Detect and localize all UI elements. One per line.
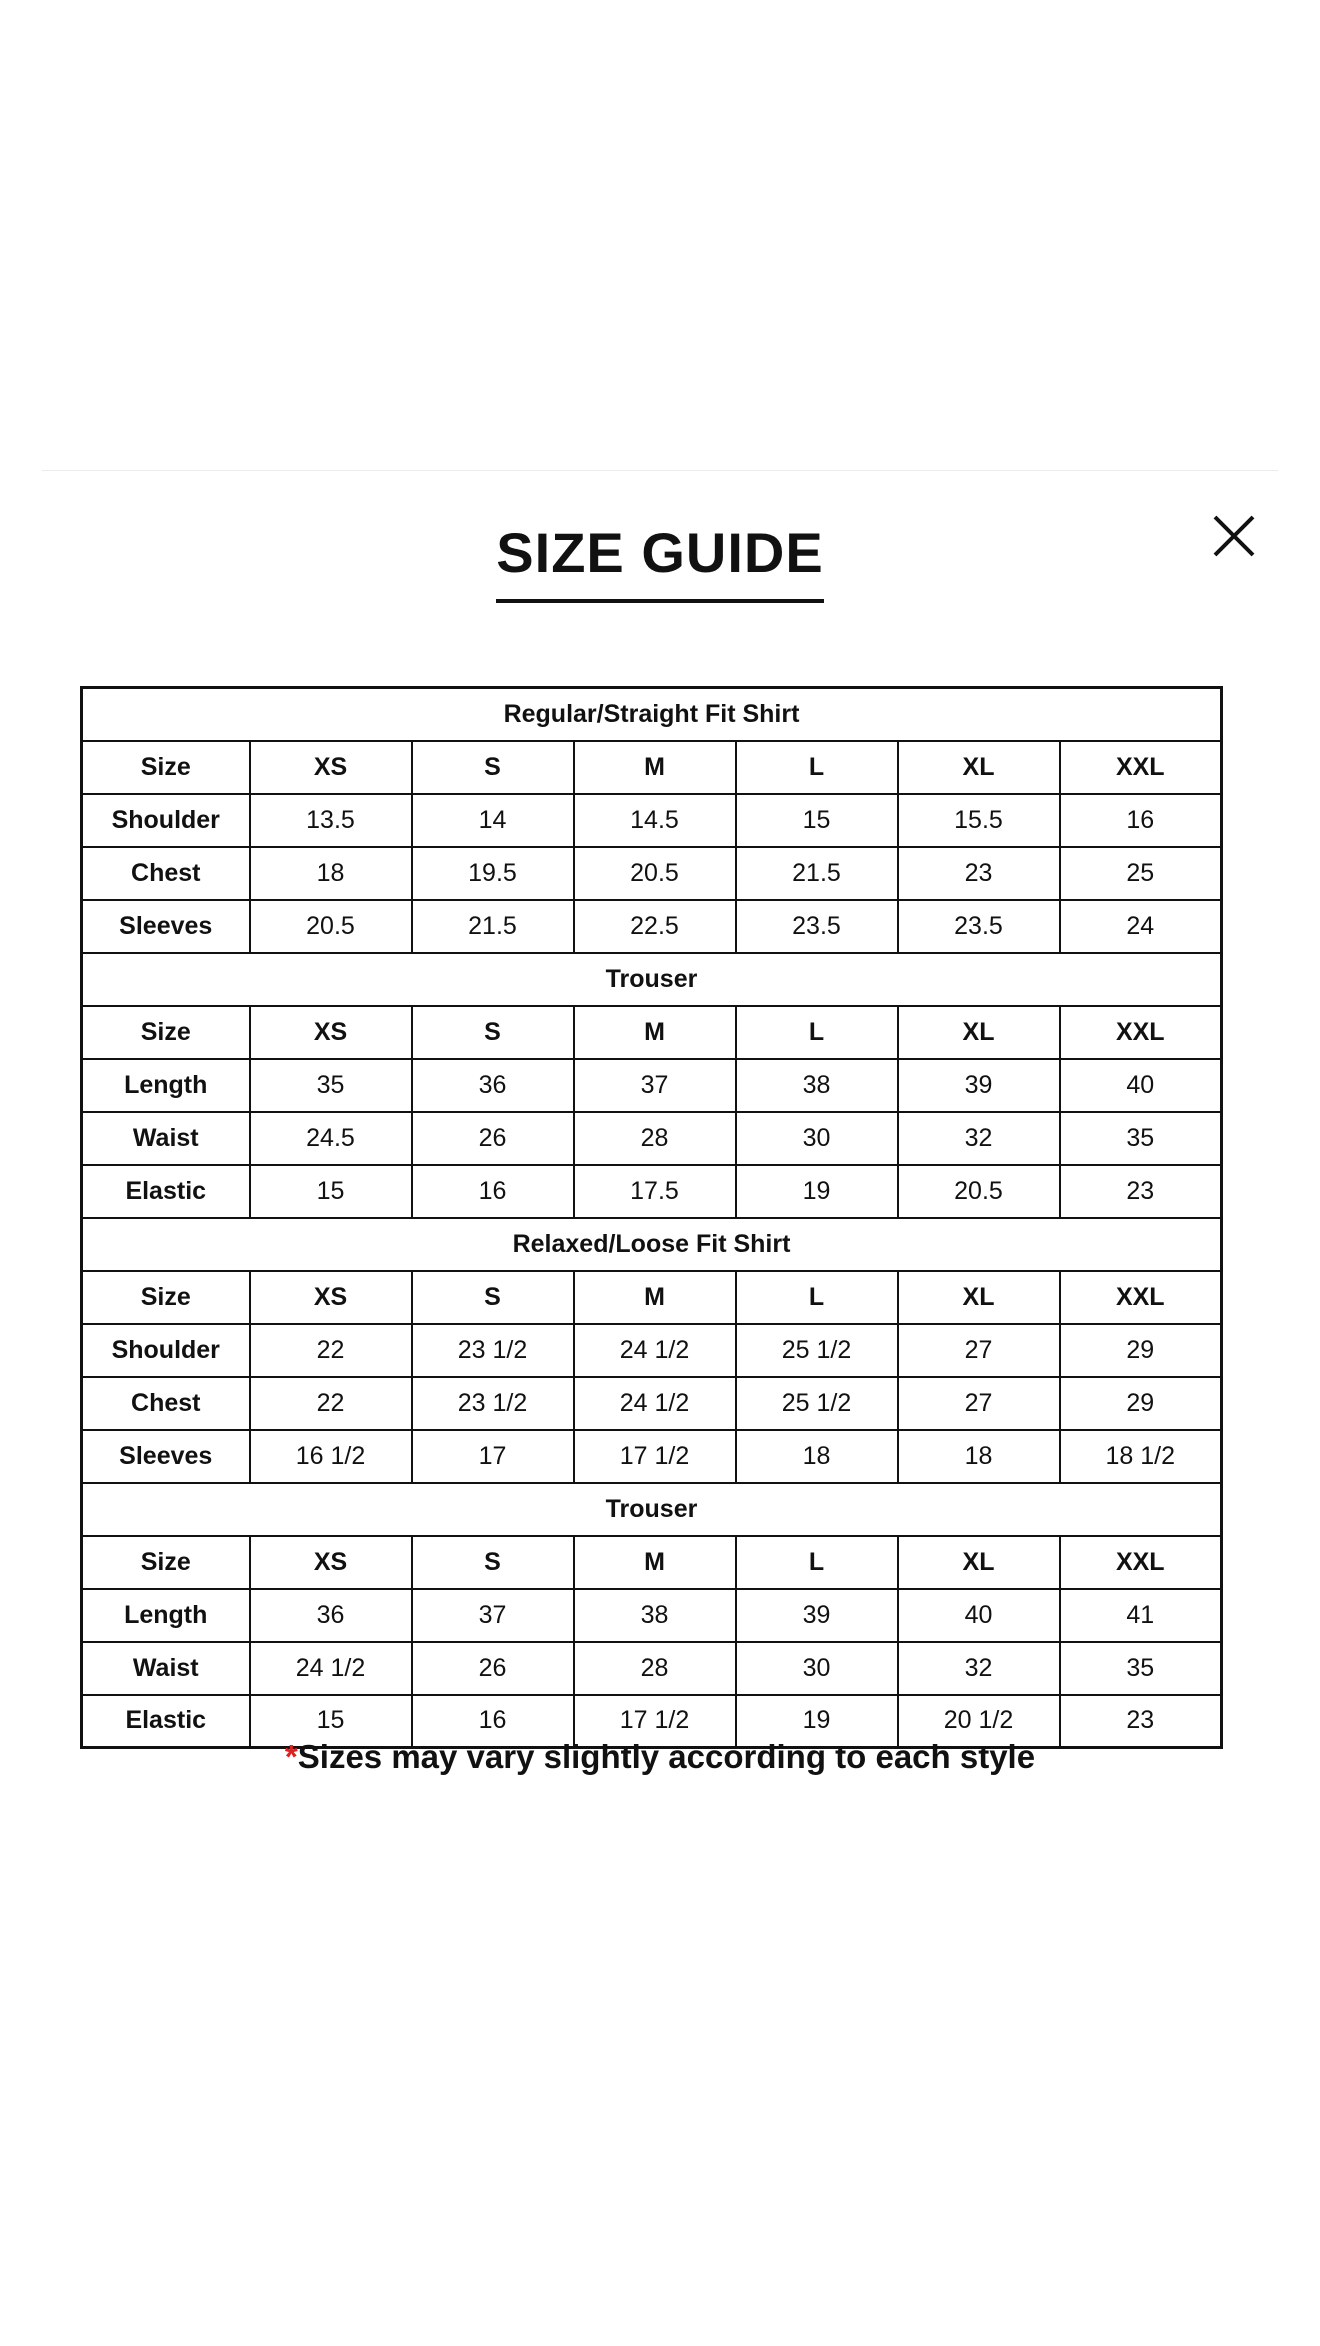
table-cell: 24 1/2 — [574, 1377, 736, 1430]
row-header: Waist — [82, 1642, 250, 1695]
column-header: XXL — [1060, 1006, 1222, 1059]
table-cell: 23.5 — [736, 900, 898, 953]
table-cell: 19 — [736, 1695, 898, 1748]
row-header: Elastic — [82, 1165, 250, 1218]
table-section-title: Regular/Straight Fit Shirt — [82, 688, 1222, 741]
table-cell: 19 — [736, 1165, 898, 1218]
disclaimer-text: Sizes may vary slightly according to each style — [297, 1738, 1036, 1775]
table-row — [82, 1324, 1222, 1377]
disclaimer-note — [0, 1738, 1320, 1776]
table-cell: 23 1/2 — [412, 1324, 574, 1377]
column-header: XXL — [1060, 1536, 1222, 1589]
table-cell: 17 1/2 — [574, 1695, 736, 1748]
table-cell: 15 — [736, 794, 898, 847]
table-cell: 30 — [736, 1112, 898, 1165]
column-header: S — [412, 1006, 574, 1059]
row-header: Shoulder — [82, 1324, 250, 1377]
table-cell: 28 — [574, 1112, 736, 1165]
row-header: Chest — [82, 1377, 250, 1430]
table-cell: 16 1/2 — [250, 1430, 412, 1483]
table-row — [82, 794, 1222, 847]
table-cell: 41 — [1060, 1589, 1222, 1642]
row-header: Elastic — [82, 1695, 250, 1748]
table-cell: 20.5 — [898, 1165, 1060, 1218]
table-cell: 32 — [898, 1112, 1060, 1165]
table-cell: 37 — [412, 1589, 574, 1642]
table-cell: 28 — [574, 1642, 736, 1695]
column-header: S — [412, 1536, 574, 1589]
table-cell: 17 — [412, 1430, 574, 1483]
table-row — [82, 1589, 1222, 1642]
column-header: Size — [82, 1271, 250, 1324]
table-cell: 14.5 — [574, 794, 736, 847]
table-section-title: Relaxed/Loose Fit Shirt — [82, 1218, 1222, 1271]
table-header-row — [82, 1271, 1222, 1324]
table-cell: 23.5 — [898, 900, 1060, 953]
table-section-title: Trouser — [82, 953, 1222, 1006]
table-cell: 22.5 — [574, 900, 736, 953]
table-cell: 25 1/2 — [736, 1324, 898, 1377]
table-cell: 18 — [736, 1430, 898, 1483]
table-cell: 24 — [1060, 900, 1222, 953]
table-cell: 27 — [898, 1377, 1060, 1430]
column-header: XS — [250, 1271, 412, 1324]
table-cell: 18 — [898, 1430, 1060, 1483]
table-cell: 38 — [736, 1059, 898, 1112]
table-cell: 20.5 — [574, 847, 736, 900]
column-header: XXL — [1060, 1271, 1222, 1324]
table-section-row — [82, 688, 1222, 741]
column-header: M — [574, 1271, 736, 1324]
row-header: Length — [82, 1059, 250, 1112]
table-cell: 29 — [1060, 1324, 1222, 1377]
table-cell: 36 — [412, 1059, 574, 1112]
size-chart-table — [80, 686, 1223, 1749]
table-cell: 16 — [1060, 794, 1222, 847]
table-header-row — [82, 1006, 1222, 1059]
table-cell: 18 — [250, 847, 412, 900]
table-cell: 21.5 — [412, 900, 574, 953]
table-row — [82, 900, 1222, 953]
column-header: M — [574, 1536, 736, 1589]
table-row — [82, 1642, 1222, 1695]
table-cell: 17 1/2 — [574, 1430, 736, 1483]
table-row — [82, 847, 1222, 900]
column-header: L — [736, 741, 898, 794]
column-header: L — [736, 1006, 898, 1059]
column-header: XL — [898, 741, 1060, 794]
column-header: L — [736, 1536, 898, 1589]
table-cell: 35 — [1060, 1642, 1222, 1695]
table-cell: 37 — [574, 1059, 736, 1112]
table-cell: 17.5 — [574, 1165, 736, 1218]
column-header: M — [574, 1006, 736, 1059]
column-header: XS — [250, 741, 412, 794]
table-cell: 24 1/2 — [574, 1324, 736, 1377]
column-header: L — [736, 1271, 898, 1324]
table-cell: 35 — [250, 1059, 412, 1112]
column-header: S — [412, 1271, 574, 1324]
column-header: Size — [82, 1536, 250, 1589]
table-cell: 30 — [736, 1642, 898, 1695]
row-header: Waist — [82, 1112, 250, 1165]
table-cell: 15.5 — [898, 794, 1060, 847]
row-header: Shoulder — [82, 794, 250, 847]
table-section-row — [82, 1483, 1222, 1536]
table-row — [82, 1377, 1222, 1430]
table-cell: 23 — [1060, 1695, 1222, 1748]
table-cell: 24 1/2 — [250, 1642, 412, 1695]
column-header: XS — [250, 1536, 412, 1589]
table-cell: 27 — [898, 1324, 1060, 1377]
table-section-title: Trouser — [82, 1483, 1222, 1536]
table-cell: 20.5 — [250, 900, 412, 953]
table-row — [82, 1112, 1222, 1165]
table-cell: 29 — [1060, 1377, 1222, 1430]
table-cell: 23 1/2 — [412, 1377, 574, 1430]
table-cell: 22 — [250, 1377, 412, 1430]
table-cell: 36 — [250, 1589, 412, 1642]
disclaimer-star: * — [284, 1738, 298, 1775]
table-row — [82, 1165, 1222, 1218]
table-cell: 40 — [1060, 1059, 1222, 1112]
table-cell: 15 — [250, 1695, 412, 1748]
table-cell: 19.5 — [412, 847, 574, 900]
table-cell: 35 — [1060, 1112, 1222, 1165]
table-cell: 39 — [736, 1589, 898, 1642]
table-cell: 26 — [412, 1112, 574, 1165]
table-cell: 18 1/2 — [1060, 1430, 1222, 1483]
column-header: S — [412, 741, 574, 794]
table-cell: 16 — [412, 1165, 574, 1218]
table-cell: 40 — [898, 1589, 1060, 1642]
column-header: XS — [250, 1006, 412, 1059]
column-header: Size — [82, 1006, 250, 1059]
column-header: M — [574, 741, 736, 794]
table-header-row — [82, 741, 1222, 794]
row-header: Length — [82, 1589, 250, 1642]
row-header: Sleeves — [82, 900, 250, 953]
size-chart — [80, 686, 1220, 1749]
column-header: XXL — [1060, 741, 1222, 794]
table-cell: 32 — [898, 1642, 1060, 1695]
table-cell: 14 — [412, 794, 574, 847]
table-cell: 23 — [898, 847, 1060, 900]
table-cell: 23 — [1060, 1165, 1222, 1218]
table-cell: 26 — [412, 1642, 574, 1695]
table-cell: 15 — [250, 1165, 412, 1218]
table-cell: 39 — [898, 1059, 1060, 1112]
page-title — [0, 520, 1320, 603]
table-cell: 21.5 — [736, 847, 898, 900]
column-header: XL — [898, 1006, 1060, 1059]
table-cell: 25 — [1060, 847, 1222, 900]
row-header: Sleeves — [82, 1430, 250, 1483]
table-cell: 24.5 — [250, 1112, 412, 1165]
column-header: XL — [898, 1271, 1060, 1324]
table-cell: 38 — [574, 1589, 736, 1642]
row-header: Chest — [82, 847, 250, 900]
table-row — [82, 1059, 1222, 1112]
column-header: XL — [898, 1536, 1060, 1589]
page-title-text: SIZE GUIDE — [496, 520, 823, 603]
table-section-row — [82, 953, 1222, 1006]
table-row — [82, 1430, 1222, 1483]
table-cell: 13.5 — [250, 794, 412, 847]
table-cell: 20 1/2 — [898, 1695, 1060, 1748]
table-cell: 16 — [412, 1695, 574, 1748]
table-section-row — [82, 1218, 1222, 1271]
column-header: Size — [82, 741, 250, 794]
table-header-row — [82, 1536, 1222, 1589]
table-cell: 22 — [250, 1324, 412, 1377]
table-cell: 25 1/2 — [736, 1377, 898, 1430]
